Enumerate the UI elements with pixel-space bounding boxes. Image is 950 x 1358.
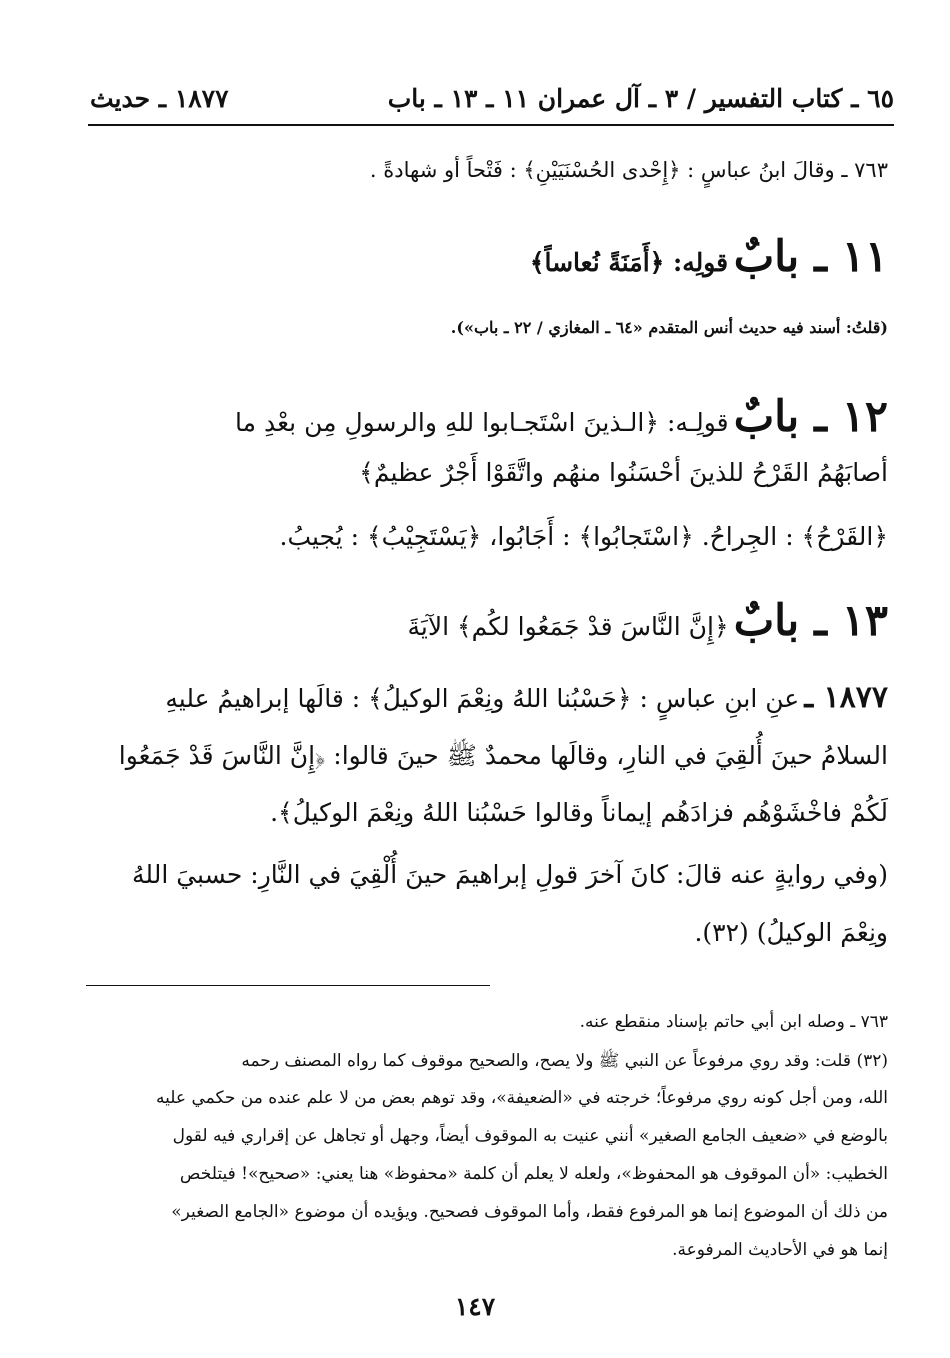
chapter-12-line-1 [60,392,888,442]
chapter-12-text-1: قولِـه: ﴿الـذينَ اسْتَجـابوا للهِ والرسولِ مِن بعْدِ ما [235,408,729,437]
chapter-13-text: ﴿إِنَّ النَّاسَ قدْ جَمَعُوا لكُم﴾ الآيَةَ [407,612,729,641]
chapter-12-line-3: ﴿القَرْحُ﴾ : الجِراحُ. ﴿اسْتَجابُوا﴾ : أَجَابُوا، ﴿يَسْتَجِيْبُ﴾ : يُجيبُ. [279,522,888,551]
footnote-32-line-2: الله، ومن أجل كونه روي مرفوعاً؛ خرجته في «الضعيفة»، وقد توهم بعض من لا علم عنده من حكمي عليه [156,1088,888,1108]
chapter-12-line-2: أصابَهُمُ القَرْحُ للذينَ أحْسَنُوا منهُم واتَّقَوْا أَجْرٌ عظيمٌ﴾ [359,458,888,487]
footnote-rule [86,985,490,986]
qultu-note-11: (قلتُ: أسند فيه حديث أنس المتقدم «٦٤ ـ المغازي / ٢٢ ـ باب»). [450,318,888,337]
footnote-32-line-1: (٣٢) قلت: وقد روي مرفوعاً عن النبي ﷺ ولا يصح، والصحيح موقوف كما رواه المصنف رحمه [241,1051,888,1071]
footnote-32-line-3: بالوضع في «ضعيف الجامع الصغير» أنني عنيت به الموقوف أيضاً، وجهل أو تجاهل عن إقراري فيه لقول [172,1126,888,1146]
chapter-13-number: ١٣ ـ بابٌ [733,596,888,646]
footnote-32-line-5: من ذلك أن الموضوع إنما هو المرفوع فقط، وأما الموقوف فصحيح. ويؤيده أن موضوع «الجامع الصغير» [171,1202,888,1222]
chapter-11-number: ١١ ـ بابٌ [733,232,888,282]
hadith-1877-line-3: لَكُمْ فاخْشَوْهُم فزادَهُم إيماناً وقالوا حَسْبُنا اللهُ ونِعْمَ الوكيلُ﴾. [270,798,888,827]
page-number: ١٤٧ [454,1292,496,1321]
footnote-32-line-4: الخطيب: «أن الموقوف هو المحفوظ»، ولعله لا يعلم أن كلمة «محفوظ» هنا يعني: «صحيح»! فيتلخص [179,1164,888,1184]
chapter-12-number: ١٢ ـ بابٌ [733,392,888,442]
note-763: ٧٦٣ ـ وقالَ ابنُ عباسٍ : ﴿إِحْدى الحُسْنَيَيْنِ﴾ : فَتْحاً أو شهادةً . [369,158,888,182]
footnote-763: ٧٦٣ ـ وصله ابن أبي حاتم بإسناد منقطع عنه. [579,1012,888,1032]
hadith-1877-text-1: عنِ ابنِ عباسٍ : ﴿حَسْبُنا اللهُ ونِعْمَ الوكيلُ﴾ : قالَها إبراهيمُ عليهِ [165,684,800,713]
riwaya-line-1: (وفي روايةٍ عنه قالَ: كانَ آخرَ قولِ إبراهيمَ حينَ أُلْقِيَ في النَّارِ: حسبيَ اللهُ [132,860,888,889]
hadith-1877-line-2: السلامُ حينَ أُلقِيَ في النارِ، وقالَها محمدٌ ﷺ حينَ قالوا: ﴿إِنَّ النَّاسَ قَدْ جَمَعُوا [118,741,888,770]
footnote-32-line-6: إنما هو في الأحاديث المرفوعة. [672,1240,888,1260]
hadith-reference: ١٨٧٧ ـ حديث [90,84,229,113]
riwaya-line-2: ونِعْمَ الوكيلُ) (٣٢). [694,918,888,947]
chapter-11-text: قولِه: ﴿أَمَنَةً نُعاساً﴾ [529,248,729,277]
header-rule [88,124,894,126]
running-title: ٦٥ ـ كتاب التفسير / ٣ ـ آل عمران ١١ ـ ١٣ ـ باب [387,84,894,113]
hadith-1877-number: ١٨٧٧ ـ [804,680,888,715]
chapter-13-heading [408,596,889,646]
chapter-11-heading [530,232,888,282]
hadith-1877-line-1 [165,680,888,715]
